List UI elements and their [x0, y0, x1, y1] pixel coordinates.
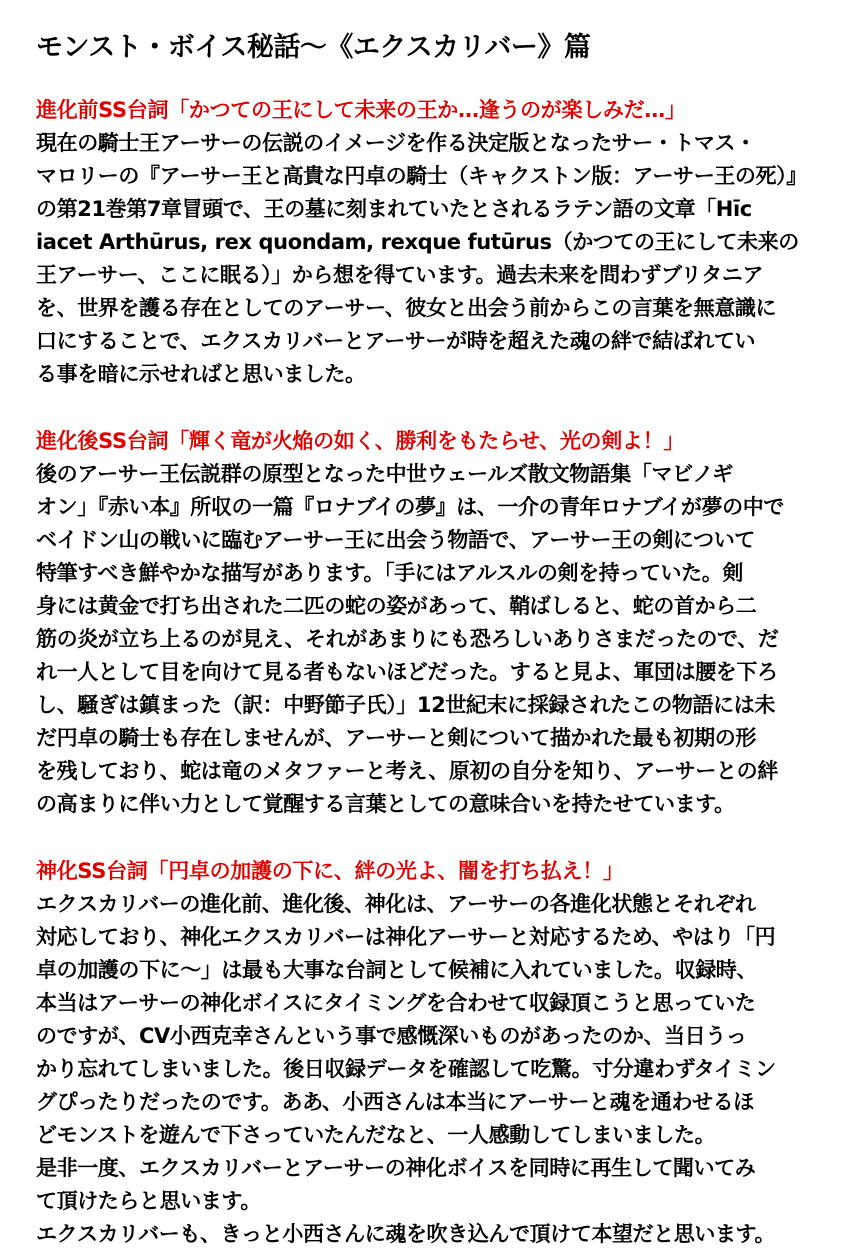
body-line: iacet Arthūrus, rex quondam, rexque futūrus（かつての王にして未来の [36, 230, 799, 254]
body-line: 現在の騎士王アーサーの伝説のイメージを作る決定版となったサー・トマス・ [36, 131, 756, 155]
body-line: 口にすることで、エクスカリバーとアーサーが時を超えた魂の絆で結ばれてい [36, 329, 756, 353]
section-heading: 進化前SS台詞「かつての王にして未来の王か…逢うのが楽しみだ…」 [36, 98, 686, 122]
section-heading: 進化後SS台詞「輝く竜が火焔の如く、勝利をもたらせ、光の剣よ！」 [36, 429, 685, 453]
body-line: マロリーの『アーサー王と高貴な円卓の騎士（キャクストン版：アーサー王の死）』 [36, 164, 807, 188]
body-line: のですが、CV小西克幸さんという事で感慨深いものがあったのか、当日うっ [36, 1024, 747, 1048]
body-line: て頂けたらと思います。 [36, 1189, 261, 1213]
section-god-evolution [36, 855, 823, 1251]
body-line: の第21巻第7章冒頭で、王の墓に刻まれていたとされるラテン語の文章「Hīc [36, 197, 752, 221]
body-line: 特筆すべき鮮やかな描写があります。「手にはアルスルの剣を持っていた。剣 [36, 561, 743, 585]
body-line: し、騒ぎは鎮まった（訳：中野節子氏）」12世紀末に採録されたこの物語には未 [36, 693, 775, 717]
body-line: 筋の炎が立ち上るのが見え、それがあまりにも恐ろしいありさまだったので、だ [36, 627, 779, 651]
section-pre-evolution [36, 94, 823, 391]
body-line: かり忘れてしまいました。後日収録データを確認して吃驚。寸分違わずタイミン [36, 1057, 776, 1081]
body-line: グぴったりだったのです。ああ、小西さんは本当にアーサーと魂を通わせるほ [36, 1090, 754, 1114]
body-line: を、世界を護る存在としてのアーサー、彼女と出会う前からこの言葉を無意識に [36, 296, 777, 320]
body-line: を残しており、蛇は竜のメタファーと考え、原初の自分を知り、アーサーとの絆 [36, 759, 778, 783]
body-line: エクスカリバーも、きっと小西さんに魂を吹き込んで頂けて本望だと思います。 [36, 1222, 776, 1246]
body-line: 本当はアーサーの神化ボイスにタイミングを合わせて収録頂こうと思っていた [36, 991, 756, 1015]
body-line: の高まりに伴い力として覚醒する言葉としての意味合いを持たせています。 [36, 792, 735, 816]
body-line: る事を暗に示せればと思いました。 [36, 362, 366, 386]
body-line: ベイドン山の戦いに臨むアーサー王に出会う物語で、アーサー王の剣について [36, 528, 755, 552]
body-line: 是非一度、エクスカリバーとアーサーの神化ボイスを同時に再生して聞いてみ [36, 1156, 756, 1180]
body-line: れ一人として目を向けて見る者もないほどだった。すると見よ、軍団は腰を下ろ [36, 660, 778, 684]
body-line: 王アーサー、ここに眠る）」から想を得ています。過去未来を問わずブリタニア [36, 263, 764, 287]
page-title: モンスト・ボイス秘話～《エクスカリバー》篇 [36, 32, 591, 63]
body-line: 後のアーサー王伝説群の原型となった中世ウェールズ散文物語集「マビノギ [36, 462, 733, 486]
body-line: 対応しており、神化エクスカリバーは神化アーサーと対応するため、やはり「円 [36, 925, 776, 949]
body-line: 卓の加護の下に～」は最も大事な台詞として候補に入れていました。収録時、 [36, 958, 757, 982]
section-post-evolution [36, 425, 823, 821]
body-line: オン」『赤い本』所収の一篇『ロナブイの夢』は、一介の青年ロナブイが夢の中で [36, 495, 784, 519]
body-line: 身には黄金で打ち出された二匹の蛇の姿があって、鞘ばしると、蛇の首から二 [36, 594, 757, 618]
body-line: どモンストを遊んで下さっていたんだなと、一人感動してしまいました。 [36, 1123, 716, 1147]
body-line: だ円卓の騎士も存在しませんが、アーサーと剣について描かれた最も初期の形 [36, 726, 756, 750]
body-line: エクスカリバーの進化前、進化後、神化は、アーサーの各進化状態とそれぞれ [36, 892, 756, 916]
section-heading: 神化SS台詞「円卓の加護の下に、絆の光よ、闇を打ち払え！」 [36, 859, 624, 883]
